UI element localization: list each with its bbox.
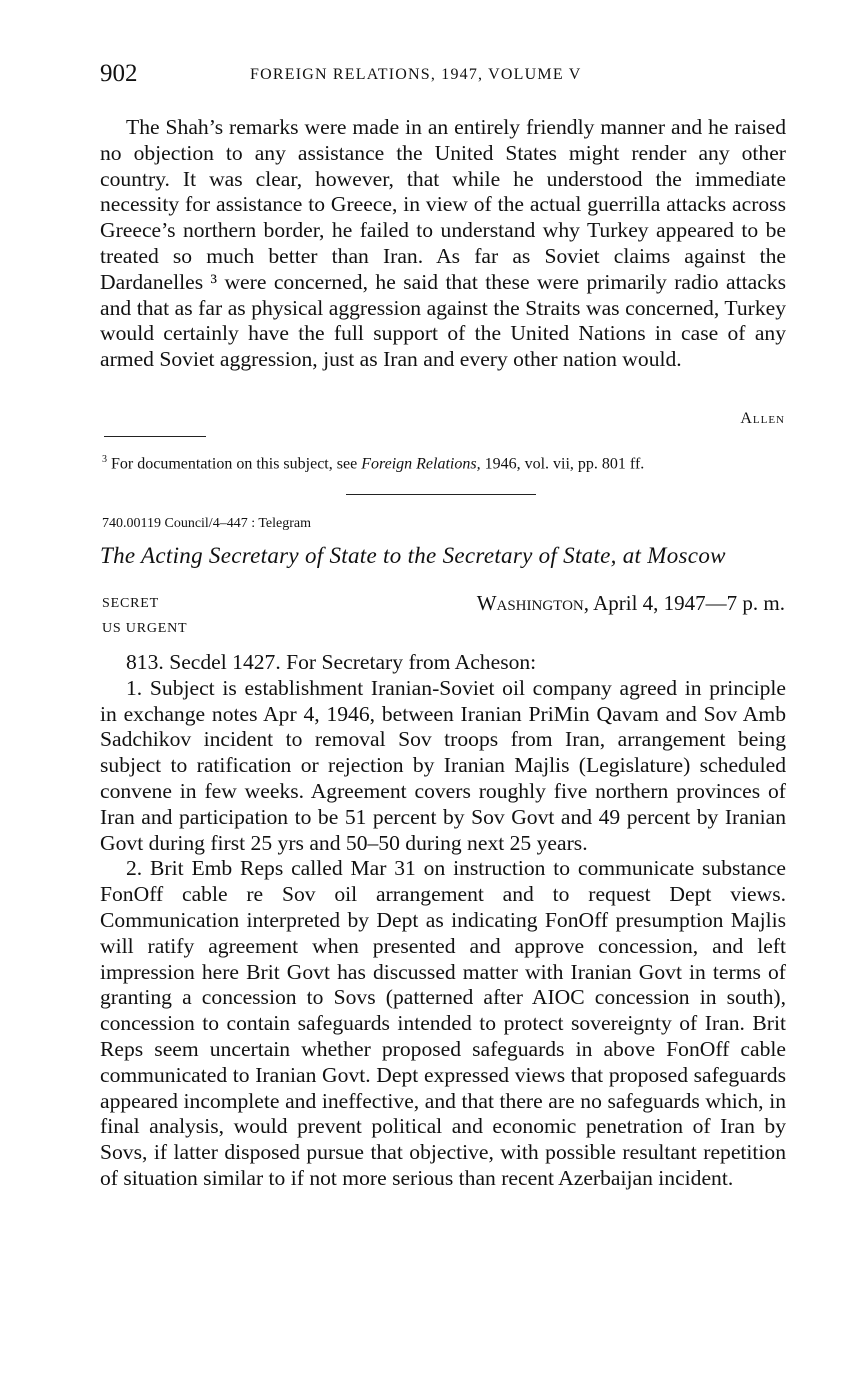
running-head: FOREIGN RELATIONS, 1947, VOLUME V xyxy=(250,66,582,83)
footnote-italic-title: Foreign Relations, xyxy=(361,455,481,473)
dateline-date: April 4, 1947—7 p. m. xyxy=(588,591,785,615)
page-number: 902 xyxy=(100,60,138,87)
document-title: The Acting Secretary of State to the Secretary of State, at Moscow xyxy=(100,543,726,568)
shah-remarks-section xyxy=(100,115,786,373)
priority-label: US URGENT xyxy=(102,621,188,636)
page-header xyxy=(100,60,790,94)
classification-label: SECRET xyxy=(102,596,159,611)
telegram-body xyxy=(100,650,786,1192)
telegram-point-1: 1. Subject is establishment Iranian-Soviet oil company agreed in principle in exchange notes Apr 4, 1946, between Iranian PriMin Qavam and Sov Amb Sadchikov incident to removal Sov troops from Iran, arrangement being subject to ratification or rejection by Iranian Majlis (Legislature) scheduled convene in few weeks. Agreement covers roughly five northern provinces of Iran and participation to be 51 percent by Sov Govt and 49 percent by Iranian Govt during first 25 yrs and 50–50 during next 25 years. xyxy=(100,675,786,855)
footnote xyxy=(102,450,788,473)
dateline-place: Washington, xyxy=(476,591,589,615)
footnote-text: For documentation on this subject, see xyxy=(107,455,362,473)
footnote-marker: 3 xyxy=(102,454,107,465)
signature: Allen xyxy=(740,410,785,427)
telegram-point-2: 2. Brit Emb Reps called Mar 31 on instruction to communicate substance FonOff cable re Sov oil arrangement and to request Dept views. Communication interpreted by Dept as indicating FonOff presumption Majlis will ratify agreement when presented and approve concession, and left impression here Brit Govt has discussed matter with Iranian Govt in terms of granting a concession to Sovs (patterned after AIOC concession in south), concession to contain safeguards intended to protect sovereignty of Iran. Brit Reps seem uncertain whether proposed safeguards in above FonOff cable communicated to Iranian Govt. Dept expressed views that proposed safeguards appeared incomplete and ineffective, and that there are no safeguards which, in final analysis, would prevent political and economic penetration of Iran by Sovs, if latter disposed pursue that objective, with possible resultant repetition of situation similar to if not more serious than recent Azerbaijan incident. xyxy=(100,856,786,1190)
footnote-rule xyxy=(104,436,206,437)
body-paragraph: The Shah’s remarks were made in an entirely friendly manner and he raised no objection to any assistance the United States might render any other country. It was clear, however, that while he understood the immediate necessity for assistance to Greece, in view of the actual guerrilla attacks across Greece’s northern border, he failed to understand why Turkey appeared to be treated so much better than Iran. As far as Soviet claims against the Dardanelles ³ were concerned, he said that these were primarily radio attacks and that as far as physical aggression against the Straits was concerned, Turkey would certainly have the full support of the United Nations in case of any armed Soviet aggression, just as Iran and every other nation would. xyxy=(100,115,786,372)
dateline xyxy=(477,591,785,616)
section-divider xyxy=(346,494,536,495)
footnote-text-end: 1946, vol. vii, pp. 801 ff. xyxy=(480,455,645,473)
telegram-lead: 813. Secdel 1427. For Secretary from Acheson: xyxy=(126,650,537,674)
file-reference: 740.00119 Council/4–447 : Telegram xyxy=(102,516,311,531)
